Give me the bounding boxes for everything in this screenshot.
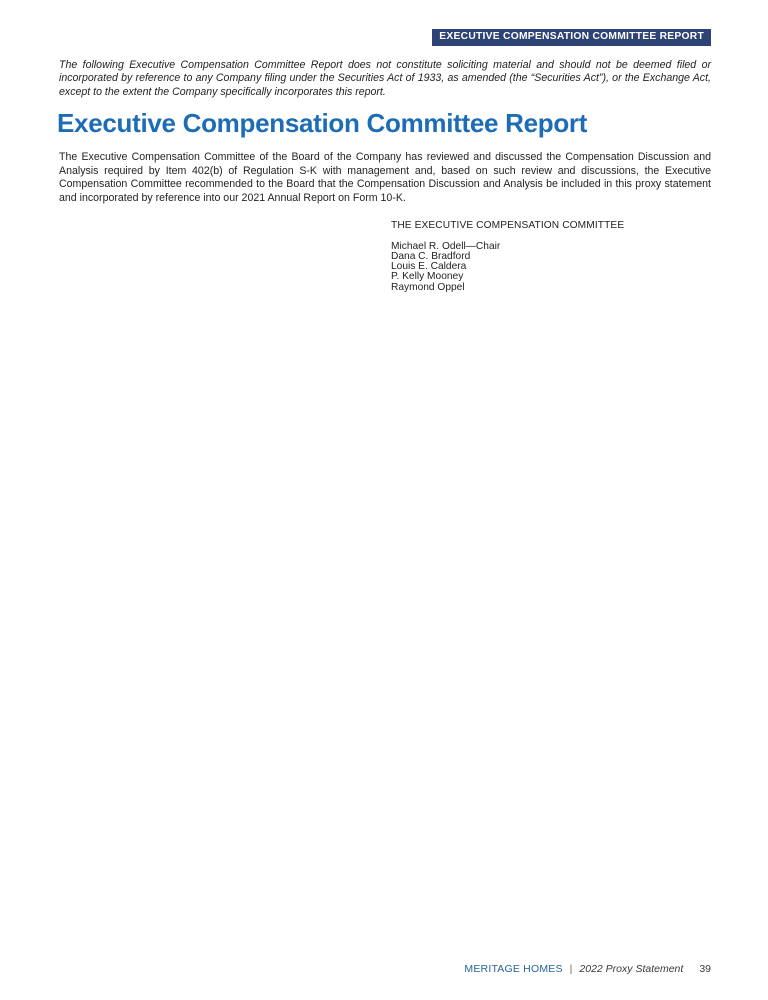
page-footer bbox=[464, 963, 711, 975]
committee-member: P. Kelly Mooney bbox=[391, 271, 464, 283]
footer-company-name: MERITAGE HOMES bbox=[464, 963, 563, 975]
footer-page-number: 39 bbox=[699, 963, 711, 975]
committee-signature-block bbox=[391, 221, 624, 293]
committee-heading: THE EXECUTIVE COMPENSATION COMMITTEE bbox=[391, 220, 625, 231]
body-paragraph: The Executive Compensation Committee of the Board of the Company has reviewed and discussed the Compensation Discussion and Analysis required by Item 402(b) of Regulation S-K with management and, based on such review and discussions, the Executive Compensation Committee recommended to the Board that the Compensation Discussion and Analysis be included in this proxy statement and incorporated by reference into our 2021 Annual Report on Form 10-K. bbox=[59, 151, 711, 204]
committee-member: Louis E. Caldera bbox=[391, 261, 467, 273]
footer-separator: | bbox=[569, 963, 573, 975]
committee-member: Dana C. Bradford bbox=[391, 250, 471, 262]
disclaimer-paragraph: The following Executive Compensation Committee Report does not constitute soliciting material and should not be deemed filed or incorporated by reference to any Company filing under the Securities Act of 1933, as amended (the “Securities Act”), or the Exchange Act, except to the extent the Company specifically incorporates this report. bbox=[59, 59, 711, 98]
footer-document-name: 2022 Proxy Statement bbox=[579, 963, 684, 975]
section-header-badge: EXECUTIVE COMPENSATION COMMITTEE REPORT bbox=[432, 29, 711, 46]
committee-member: Raymond Oppel bbox=[391, 281, 465, 293]
page-title: Executive Compensation Committee Report bbox=[57, 108, 588, 138]
committee-member: Michael R. Odell—Chair bbox=[391, 240, 501, 252]
